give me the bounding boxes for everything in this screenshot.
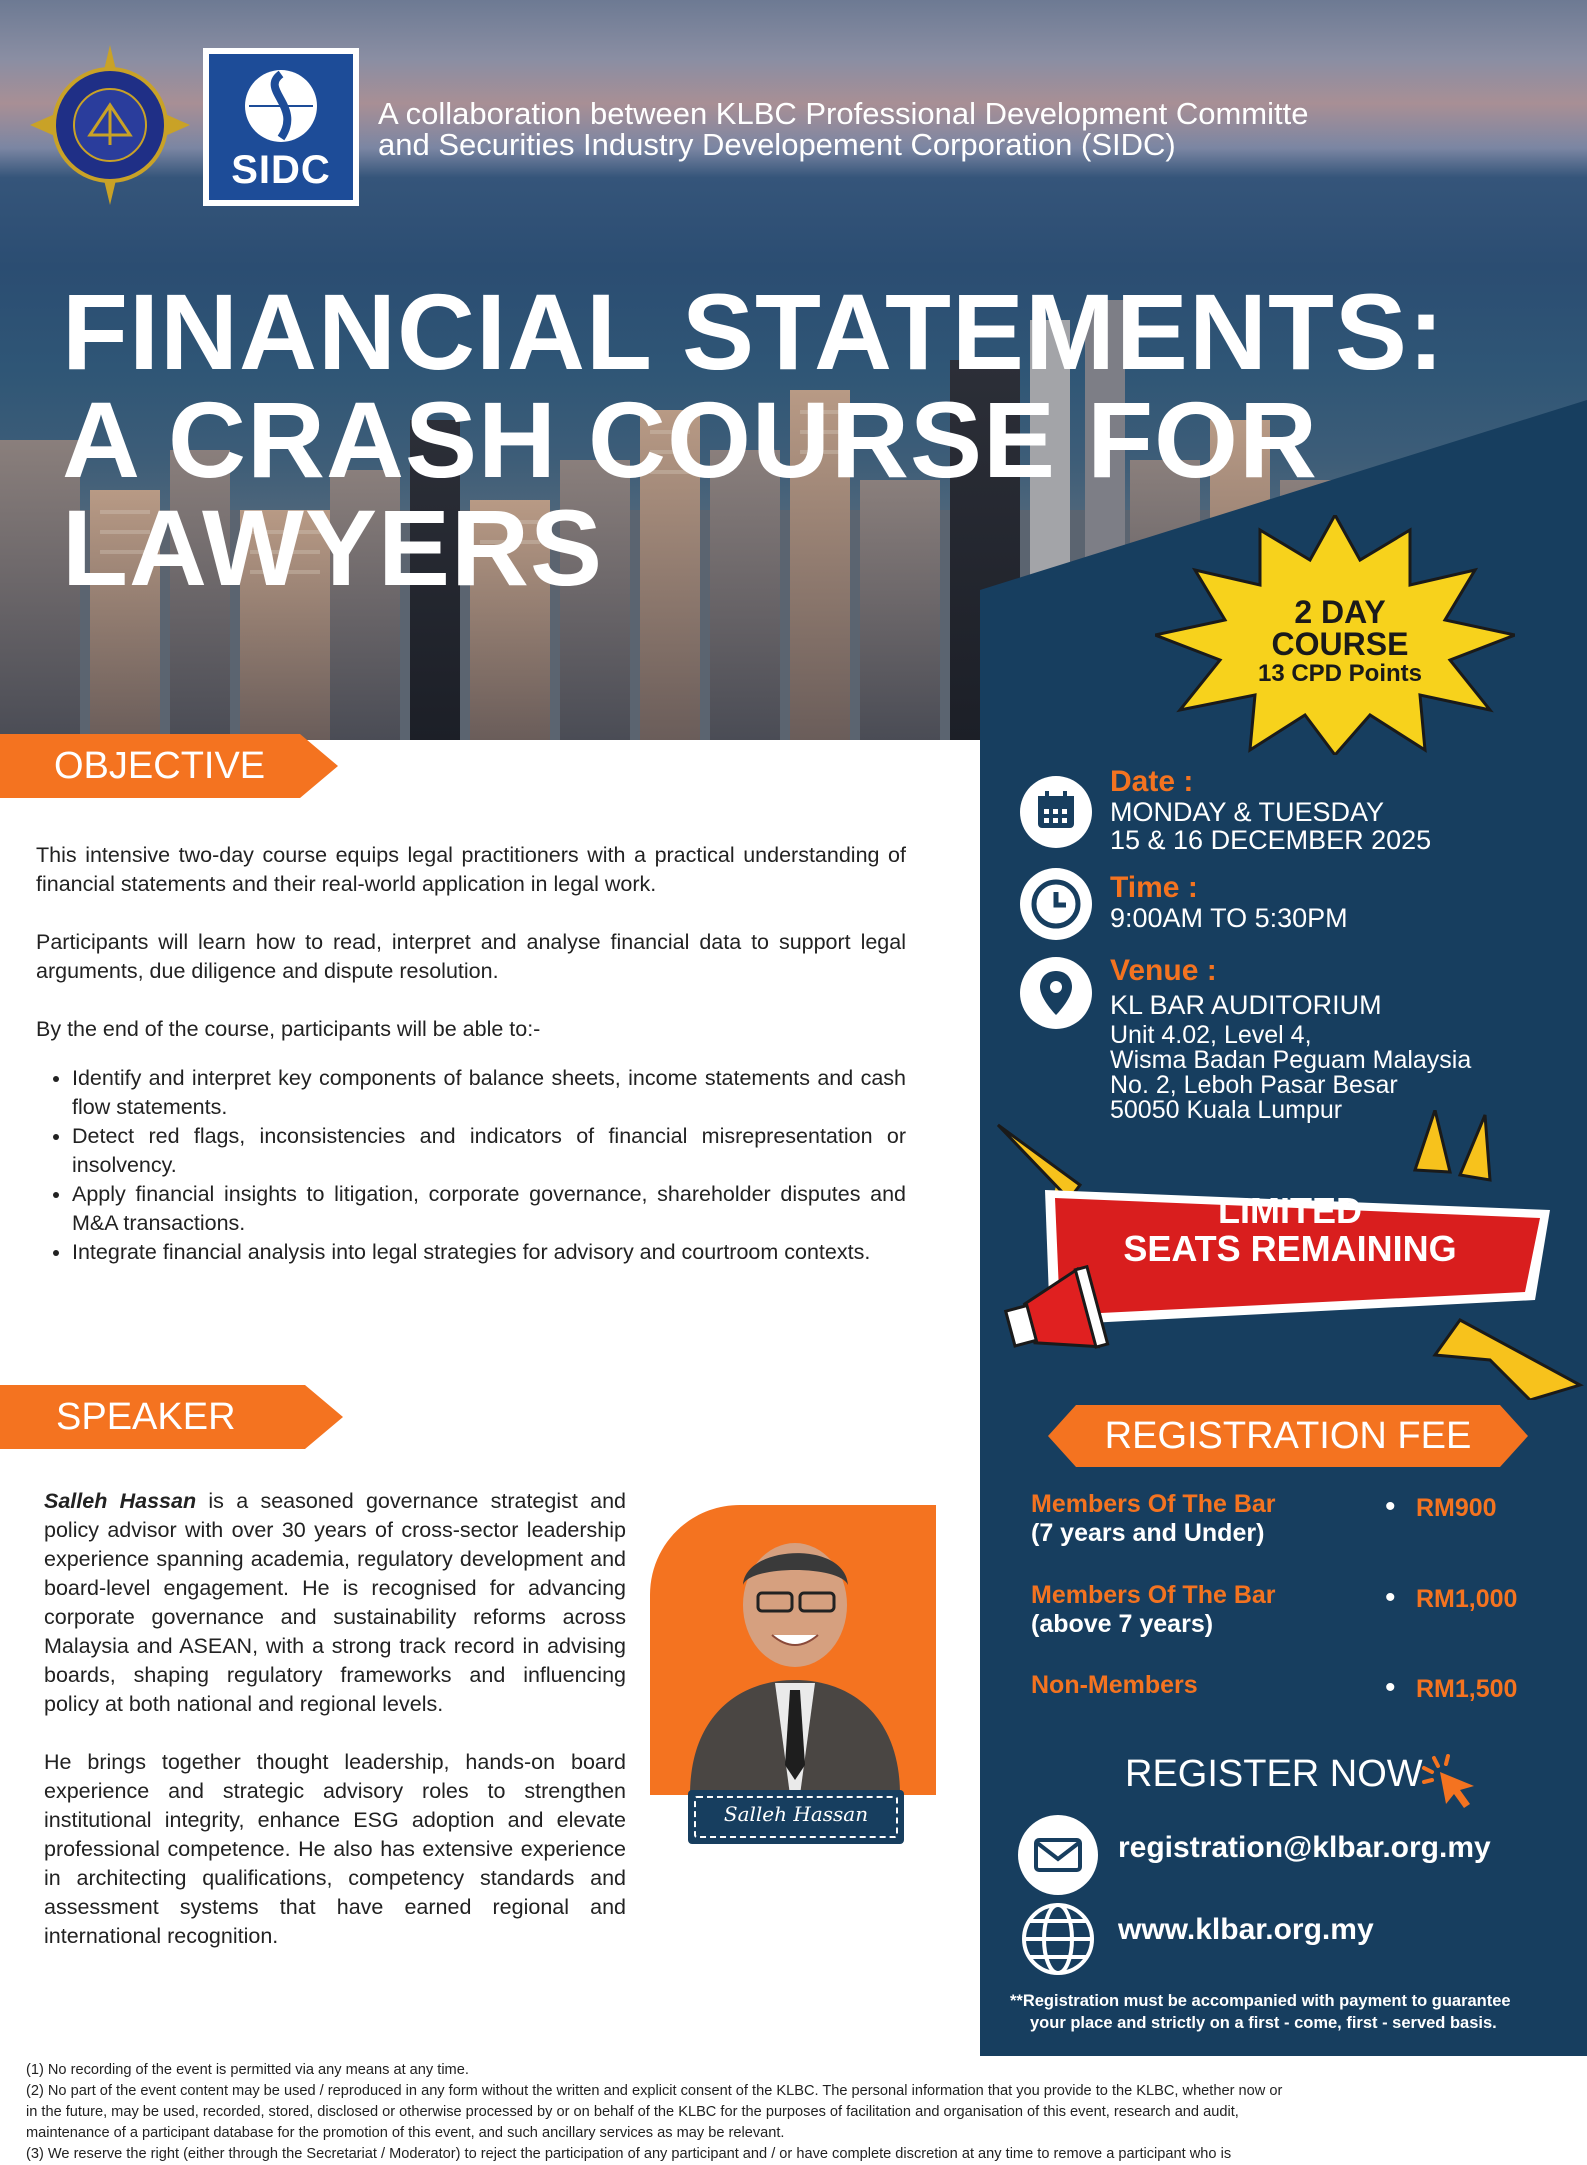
- speaker-signature: Salleh Hassan: [723, 1802, 869, 1826]
- event-venue: [1110, 955, 1570, 1123]
- event-time: [1110, 872, 1570, 932]
- date-value: 15 & 16 DECEMBER 2025: [1110, 825, 1432, 855]
- objective-paragraph-1: This intensive two-day course equips legal practitioners with a practical understanding of financial statements and their real-world application in legal work.: [36, 843, 906, 896]
- fee-3-category: Non-Members: [1031, 1671, 1198, 1699]
- registration-note: [1010, 1990, 1570, 2034]
- speaker-bio-paragraph-2: He brings together thought leadership, hands-on board experience and strategic advisory roles to strengthen institutional integrity, enhance ESG adoption and elevate professional competence. He also has extensive experience in architecting qualifications, competency standards and assessment systems that have earned regional and international recognition.: [44, 1750, 626, 1948]
- title-line-3: LAWYERS: [62, 487, 604, 608]
- collaboration-text: [378, 98, 1478, 160]
- registration-email-link[interactable]: registration@klbar.org.my: [1118, 1831, 1491, 1864]
- fee-2-category: Members Of The Bar: [1031, 1581, 1276, 1609]
- outcome-item: • Integrate financial analysis into legal strategies for advisory and courtroom contexts.: [72, 1238, 906, 1267]
- fee-1-subtitle: (7 years and Under): [1031, 1519, 1265, 1547]
- limited-line-1: LIMITED: [1218, 1190, 1362, 1231]
- outcome-item: • Apply financial insights to litigation, corporate governance, shareholder disputes and M&A transactions.: [72, 1180, 906, 1238]
- speaker-photo: [650, 1505, 936, 1795]
- limited-seats-text: [1080, 1192, 1500, 1268]
- registration-fee-heading: REGISTRATION FEE: [1104, 1415, 1472, 1457]
- sidc-logo-text: SIDC: [231, 148, 331, 192]
- venue-address-4: 50050 Kuala Lumpur: [1110, 1096, 1343, 1124]
- speaker-bio: [44, 1487, 626, 1951]
- collaboration-line-2: and Securities Industry Developement Corporation (SIDC): [378, 127, 1176, 162]
- footnote-1: (1) No recording of the event is permitted via any means at any time.: [26, 2062, 469, 2078]
- speaker-name: Salleh Hassan: [44, 1489, 197, 1513]
- fee-item-3-label: [1031, 1671, 1371, 1700]
- venue-label: Venue :: [1110, 954, 1217, 987]
- badge-line-3: 13 CPD Points: [1257, 660, 1423, 687]
- fee-item-2-label: [1031, 1581, 1371, 1639]
- objective-paragraph-3: By the end of the course, participants will be able to:-: [36, 1017, 541, 1041]
- fee-item-1-label: [1031, 1490, 1371, 1548]
- objective-paragraph-2: Participants will learn how to read, interpret and analyse financial data to support legal arguments, due diligence and dispute resolution.: [36, 930, 906, 983]
- speaker-heading: SPEAKER: [56, 1396, 236, 1438]
- fee-3-amount: RM1,500: [1415, 1675, 1518, 1703]
- fee-2-subtitle: (above 7 years): [1031, 1610, 1214, 1638]
- cursor-click-icon: [1420, 1752, 1480, 1812]
- signature-box: [688, 1790, 904, 1844]
- title-line-2: A CRASH COURSE FOR: [62, 379, 1319, 500]
- venue-address-2: Wisma Badan Peguam Malaysia: [1110, 1046, 1472, 1074]
- time-label: Time :: [1110, 871, 1198, 904]
- fee-1-category: Members Of The Bar: [1031, 1490, 1276, 1518]
- fee-2-amount: RM1,000: [1415, 1585, 1518, 1613]
- globe-web-icon: [1018, 1899, 1098, 1979]
- objective-outcomes-list: [36, 1064, 906, 1267]
- sidc-logo: [203, 48, 359, 206]
- note-line-2: your place and strictly on a first - come, first - served basis.: [1030, 2014, 1497, 2032]
- bullet-dot: •: [1385, 1671, 1396, 1704]
- footnotes: [26, 2060, 1566, 2165]
- collaboration-line-1: A collaboration between KLBC Professional Development Committe: [378, 96, 1309, 131]
- fee-item-2-amount: [1385, 1581, 1517, 1615]
- speaker-bio-text-1: is a seasoned governance strategist and policy advisor with over 30 years of cross-sector leadership experience spanning academia, regulatory development and board-level engagement. He is recognised for advancing corporate governance and sustainability reforms across Malaysia and ASEAN, with a strong track record in advising boards, shaping regulatory frameworks and influencing policy at both national and regional levels.: [44, 1489, 626, 1716]
- venue-name: KL BAR AUDITORIUM: [1110, 990, 1382, 1020]
- bullet-dot: •: [1385, 1490, 1396, 1523]
- venue-address-1: Unit 4.02, Level 4,: [1110, 1021, 1312, 1049]
- fee-1-amount: RM900: [1415, 1494, 1497, 1522]
- objective-heading: OBJECTIVE: [54, 745, 266, 787]
- globe-icon: [241, 66, 321, 146]
- outcome-item: • Identify and interpret key components of balance sheets, income statements and cash flow statements.: [72, 1064, 906, 1122]
- footnote-2c: maintenance of a participant database for the promotion of this event, and such ancillary services as may be relevant.: [26, 2125, 785, 2141]
- footnote-2b: in the future, may be used, recorded, stored, disclosed or otherwise processed by or on behalf of the KLBC for the purposes of facilitation and organisation of this event, research and audit,: [26, 2104, 1239, 2120]
- badge-line-1: 2 DAY: [1294, 594, 1386, 630]
- badge-line-2: COURSE: [1271, 626, 1409, 662]
- course-badge-text: [1245, 596, 1435, 688]
- kl-bar-seal-logo: [30, 45, 190, 205]
- location-pin-icon: [1020, 957, 1092, 1029]
- time-value: 9:00AM TO 5:30PM: [1110, 903, 1348, 933]
- event-date: [1110, 766, 1570, 854]
- date-label: Date :: [1110, 765, 1194, 798]
- date-days: MONDAY & TUESDAY: [1110, 797, 1385, 827]
- fee-item-3-amount: [1385, 1671, 1517, 1705]
- venue-address-3: No. 2, Leboh Pasar Besar: [1110, 1071, 1398, 1099]
- speaker-bio-paragraph-1: [44, 1487, 626, 1719]
- bullet-dot: •: [1385, 1581, 1396, 1614]
- email-icon: [1018, 1815, 1098, 1895]
- website-link[interactable]: www.klbar.org.my: [1118, 1913, 1374, 1946]
- fee-item-1-amount: [1385, 1490, 1497, 1524]
- limited-line-2: SEATS REMAINING: [1123, 1228, 1457, 1269]
- footnote-2a: (2) No part of the event content may be used / reproduced in any form without the written and explicit consent of the KLBC. The personal information that you provide to the KLBC, whether now or: [26, 2083, 1283, 2099]
- clock-icon: [1020, 868, 1092, 940]
- sidc-logo-inner: [209, 54, 353, 200]
- register-now-heading: REGISTER NOW: [1125, 1753, 1423, 1795]
- footnote-3: (3) We reserve the right (either through the Secretariat / Moderator) to reject the participation of any participant and / or have complete discretion at any time to remove a participant who is: [26, 2146, 1232, 2162]
- outcome-item: • Detect red flags, inconsistencies and indicators of financial misrepresentation or insolvency.: [72, 1122, 906, 1180]
- objective-body: [36, 841, 906, 1267]
- title-line-1: FINANCIAL STATEMENTS:: [62, 271, 1445, 392]
- note-line-1: **Registration must be accompanied with payment to guarantee: [1010, 1992, 1511, 2010]
- calendar-icon: [1020, 776, 1092, 848]
